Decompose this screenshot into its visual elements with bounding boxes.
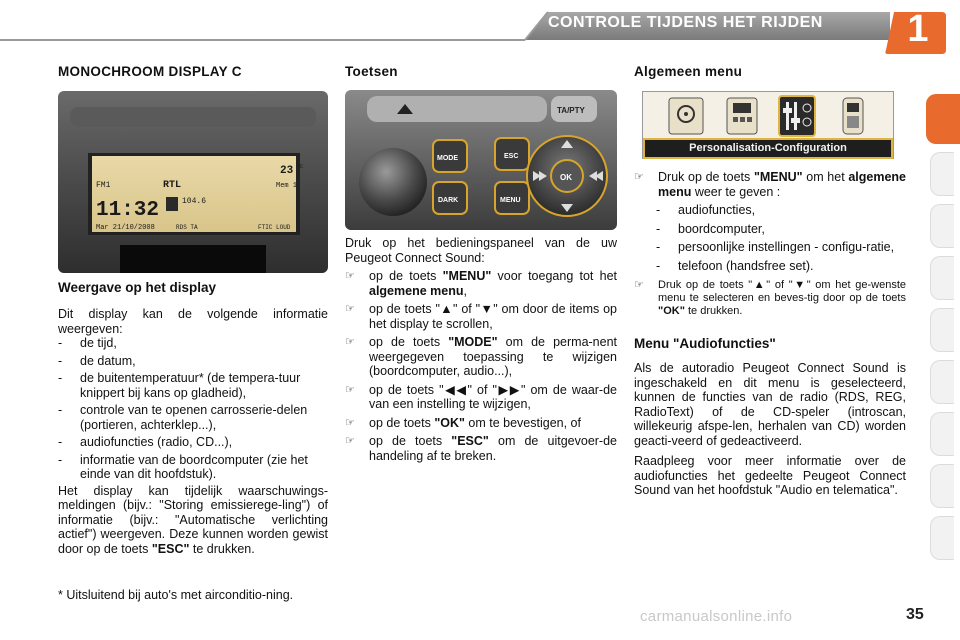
- ta-pty-button-label: TA/PTY: [557, 106, 585, 115]
- hand-pointer-icon: ☞: [345, 416, 355, 429]
- lcd-rds: RDS TA: [176, 224, 198, 231]
- list-item: ☞ op de toets "▲" of "▼" om door de items op het display te scrollen,: [345, 302, 617, 331]
- general-menu-text-block: [634, 166, 906, 498]
- lcd-station: RTL: [163, 180, 182, 191]
- general-menu-screen: [642, 91, 894, 159]
- side-tab[interactable]: [930, 204, 954, 248]
- page-header-title: CONTROLE TIJDENS HET RIJDEN: [548, 14, 823, 31]
- list-item: - de datum,: [58, 353, 136, 368]
- lcd-date: Mar 21/10/2008: [96, 224, 155, 232]
- side-tab[interactable]: [930, 152, 954, 196]
- side-tab[interactable]: [930, 308, 954, 352]
- list-item: ☞ op de toets "OK" om te bevestigen, of: [345, 415, 581, 430]
- buttons-intro: Druk op het bedieningspaneel van de uw Peugeot Connect Sound:: [345, 236, 617, 265]
- menu-button-label: MENU: [500, 197, 521, 204]
- side-tab[interactable]: [930, 464, 954, 508]
- list-item: - audiofuncties,: [656, 203, 756, 217]
- subheading-display: Weergave op het display: [58, 280, 217, 295]
- menu-caption: Personalisation-Configuration: [643, 138, 893, 159]
- list-item: - controle van te openen carrosserie-delen (portieren, achterklep...),: [58, 403, 308, 432]
- lcd-degree: °c: [296, 163, 304, 170]
- volume-knob: [359, 148, 427, 216]
- subheading-audio-menu: Menu "Audiofuncties": [634, 336, 776, 351]
- control-panel-photo: [345, 90, 617, 230]
- car-door-icon: [166, 197, 178, 211]
- mode-button-label: MODE: [437, 155, 458, 162]
- watermark: carmanualsonline.info: [640, 608, 793, 625]
- lcd-clock: 11:32: [96, 199, 160, 222]
- display-text-block: [58, 280, 328, 556]
- lcd-eq: FTIC LOUD: [258, 224, 291, 231]
- list-item: ☞ op de toets "ESC" om de uitgevoer-de handeling af te breken.: [345, 434, 617, 463]
- list-item: ☞ op de toets "MODE" om de perma-nent weergegeven toepassing te wijzigen (boordcomputer, audio...),: [345, 335, 618, 378]
- lcd-temperature: 23: [280, 165, 294, 177]
- menu-icons: [643, 92, 893, 138]
- display-intro: Dit display kan de volgende informatie weergeven:: [58, 307, 328, 336]
- side-tab[interactable]: [930, 412, 954, 456]
- chapter-number: 1: [907, 8, 929, 50]
- list-item: - persoonlijke instellingen - configu-ratie,: [656, 240, 895, 254]
- footnote: * Uitsluitend bij auto's met airconditio-ning.: [58, 588, 294, 602]
- hand-pointer-icon: ☞: [634, 279, 644, 291]
- hand-pointer-icon: ☞: [345, 383, 355, 396]
- phone-menu-icon: [843, 98, 863, 134]
- lcd-frequency: 104.6: [182, 197, 207, 206]
- side-tab-chapter-1[interactable]: [926, 94, 960, 144]
- audio-paragraph-2: Raadpleeg voor meer informatie over de audiofuncties het gedeelte Peugeot Connect Sound van het hoofdstuk "Audio en telematica".: [634, 454, 906, 497]
- side-tab[interactable]: [930, 256, 954, 300]
- page-number: 35: [906, 606, 924, 623]
- side-tab[interactable]: [930, 516, 954, 560]
- hand-pointer-icon: ☞: [345, 270, 355, 282]
- chapter-side-tabs: [926, 68, 960, 588]
- list-item: - de buitentemperatuur* (de tempera-tuur knippert bij kans op gladheid),: [58, 371, 301, 400]
- list-item: ☞ Druk op de toets "▲" of "▼" om het ge-wenste menu te selecteren en beves-tig door op de toets "OK" te drukken.: [634, 279, 906, 317]
- column-display: [58, 58, 328, 79]
- ok-button-label: OK: [560, 173, 572, 182]
- monochrome-display-photo: [58, 91, 328, 273]
- trip-computer-icon: [727, 98, 757, 134]
- column-buttons: [345, 58, 617, 79]
- list-item: - de tijd,: [58, 336, 117, 350]
- list-item: - boordcomputer,: [656, 221, 765, 236]
- list-item: ☞ op de toets "◀◀" of "▶▶" om de waar-de van een instelling te wijzigen,: [345, 382, 617, 411]
- section-heading-buttons: Toetsen: [345, 64, 398, 79]
- esc-button-label: ESC: [504, 153, 519, 160]
- list-item: ☞ op de toets "MENU" voor toegang tot het algemene menu,: [345, 269, 618, 298]
- audio-menu-icon: [669, 98, 703, 134]
- list-item: - telefoon (handsfree set).: [656, 258, 814, 273]
- section-heading-general-menu: Algemeen menu: [634, 64, 743, 79]
- lcd-memory: Mem 1: [276, 182, 298, 190]
- side-tab[interactable]: [930, 360, 954, 404]
- hand-pointer-icon: ☞: [634, 171, 644, 183]
- dark-button-label: DARK: [438, 197, 459, 204]
- lcd-band: FM1: [96, 181, 111, 190]
- hand-pointer-icon: ☞: [345, 336, 355, 348]
- hand-pointer-icon: ☞: [345, 435, 355, 447]
- settings-menu-icon: [779, 96, 815, 136]
- list-item: - informatie van de boordcomputer (zie het einde van dit hoofdstuk).: [58, 452, 308, 481]
- section-heading-display: MONOCHROOM DISPLAY C: [58, 64, 242, 79]
- warning-paragraph: Het display kan tijdelijk waarschuwings-meldingen (bijv.: "Storing emissierege-ling") of informatie (bijv.: "Automatische verlichting actief") weergeven. Deze kunnen worden gewist door op de toets "ESC" te drukken.: [58, 483, 328, 556]
- buttons-text-block: [345, 236, 617, 463]
- list-item: - audiofuncties (radio, CD...),: [58, 435, 233, 449]
- list-item: ☞ Druk op de toets "MENU" om het algemene menu weer te geven :: [634, 170, 906, 199]
- column-general-menu: [634, 58, 906, 79]
- hand-pointer-icon: ☞: [345, 303, 355, 315]
- audio-paragraph-1: Als de autoradio Peugeot Connect Sound is ingeschakeld en dit menu is geselecteerd, kunnen de functies van de radio (RDS, REG, RadioText) of de CD-speler (introscan, willekeurig afspe-len, herhalen van CD) worden geacti-veerd of gedeactiveerd.: [634, 361, 906, 448]
